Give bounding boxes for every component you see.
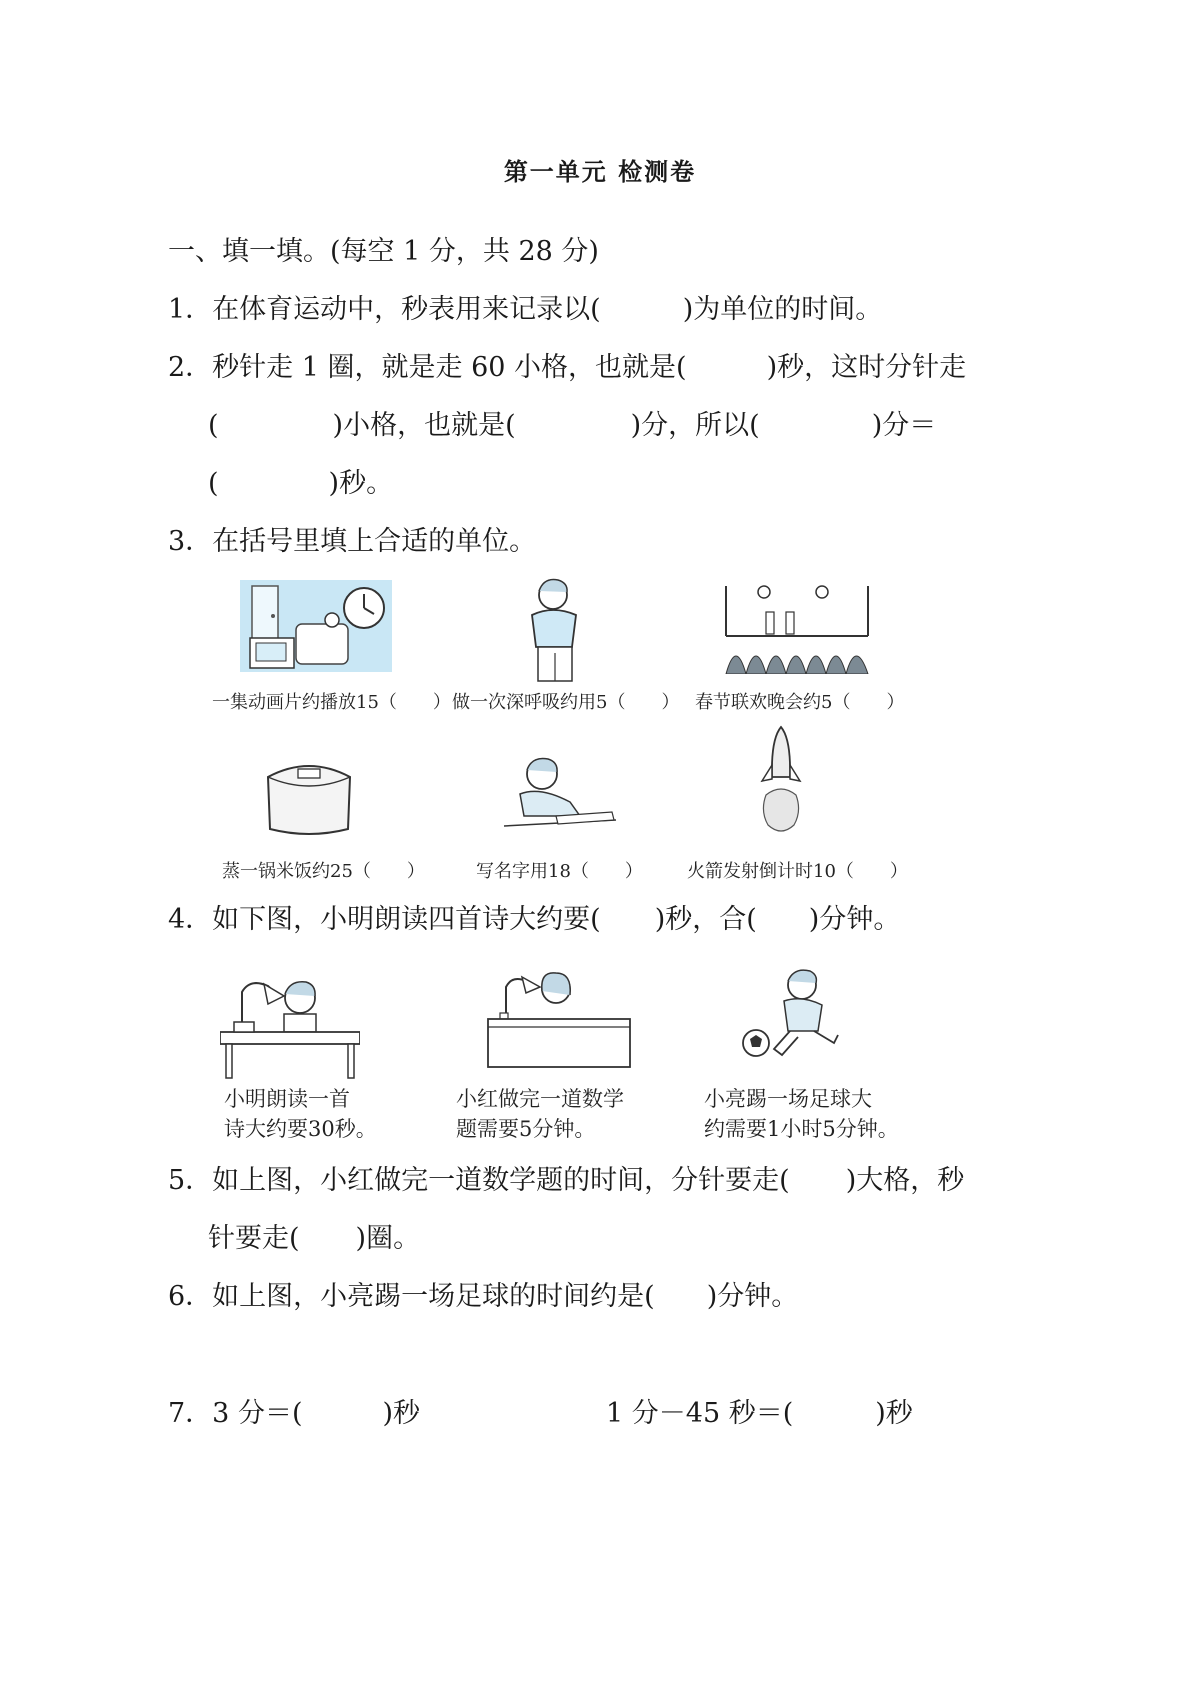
caption-cartoon: 一集动画片约播放15（ ）	[212, 692, 451, 713]
q4-text-b: )秒，合(	[654, 904, 757, 935]
q5-text-d: )圈。	[355, 1223, 421, 1254]
q5-text-a: 5．如上图，小红做完一道数学题的时间，分针要走(	[168, 1165, 790, 1196]
rice-cooker-illustration	[262, 755, 356, 839]
q1-text-a: 1．在体育运动中，秒表用来记录以(	[168, 294, 601, 325]
caption-name: 写名字用18（ ）	[476, 861, 643, 882]
q2-text-g: (	[208, 468, 219, 499]
q2-text-a: 2．秒针走 1 圈，就是走 60 小格，也就是(	[168, 352, 687, 383]
q7-text-b: )秒	[382, 1398, 421, 1429]
q2-text-b: )秒，这时分针走	[766, 352, 967, 383]
caption-rocket: 火箭发射倒计时10（ ）	[687, 861, 908, 882]
question-2-line3	[208, 470, 393, 497]
q5-text-c: 针要走(	[208, 1223, 300, 1254]
card-xiaoliang-line1: 小亮踢一场足球大	[704, 1087, 872, 1111]
writing-boy-illustration	[500, 750, 620, 830]
living-room-illustration	[240, 580, 392, 672]
caption-gala: 春节联欢晚会约5（ ）	[695, 692, 905, 713]
q1-text-b: )为单位的时间。	[682, 294, 883, 325]
q2-text-f: )分＝	[871, 410, 937, 441]
breathing-boy-illustration	[520, 575, 590, 683]
q2-text-h: )秒。	[328, 468, 394, 499]
card-xiaoming-line1: 小明朗读一首	[224, 1087, 350, 1111]
reading-boy-illustration	[220, 970, 360, 1080]
q5-text-b: )大格，秒	[845, 1165, 965, 1196]
question-7-right	[606, 1400, 913, 1427]
card-xiaoliang	[704, 1084, 899, 1144]
q4-text-a: 4．如下图，小明朗读四首诗大约要(	[168, 904, 601, 935]
gala-stage-illustration	[722, 582, 872, 674]
card-xiaoming-line2: 诗大约要30秒。	[224, 1117, 377, 1141]
question-6	[168, 1283, 798, 1310]
card-xiaohong-line1: 小红做完一道数学	[456, 1087, 624, 1111]
question-3: 3．在括号里填上合适的单位。	[168, 526, 537, 557]
question-4	[168, 906, 900, 933]
card-xiaoliang-line2: 约需要1小时5分钟。	[704, 1117, 899, 1141]
rocket-illustration	[756, 725, 806, 837]
q2-text-c: (	[208, 410, 219, 441]
question-7-left	[168, 1400, 420, 1427]
question-1	[168, 296, 882, 323]
q6-text-a: 6．如上图，小亮踢一场足球的时间约是(	[168, 1281, 655, 1312]
page-title: 第一单元 检测卷	[503, 158, 697, 186]
q4-text-c: )分钟。	[808, 904, 901, 935]
caption-rice: 蒸一锅米饭约25（ ）	[222, 861, 425, 882]
question-2-line2	[208, 412, 936, 439]
card-xiaoming	[224, 1084, 377, 1144]
q7-text-d: )秒	[875, 1398, 913, 1429]
q7-text-a: 7．3 分＝(	[168, 1398, 303, 1429]
q2-text-e: )分，所以(	[630, 410, 760, 441]
q6-text-b: )分钟。	[706, 1281, 799, 1312]
card-xiaohong-line2: 题需要5分钟。	[456, 1117, 596, 1141]
question-2-line1	[168, 354, 966, 381]
question-5-line2	[208, 1225, 420, 1252]
q2-text-d: )小格，也就是(	[332, 410, 516, 441]
card-xiaohong	[456, 1084, 624, 1144]
section-heading: 一、填一填。(每空 1 分，共 28 分)	[168, 236, 599, 267]
caption-breath: 做一次深呼吸约用5（ ）	[452, 692, 680, 713]
football-boy-illustration	[738, 965, 854, 1063]
question-5-line1	[168, 1167, 964, 1194]
q7-text-c: 1 分－45 秒＝(	[606, 1398, 794, 1429]
homework-girl-illustration	[486, 965, 632, 1069]
